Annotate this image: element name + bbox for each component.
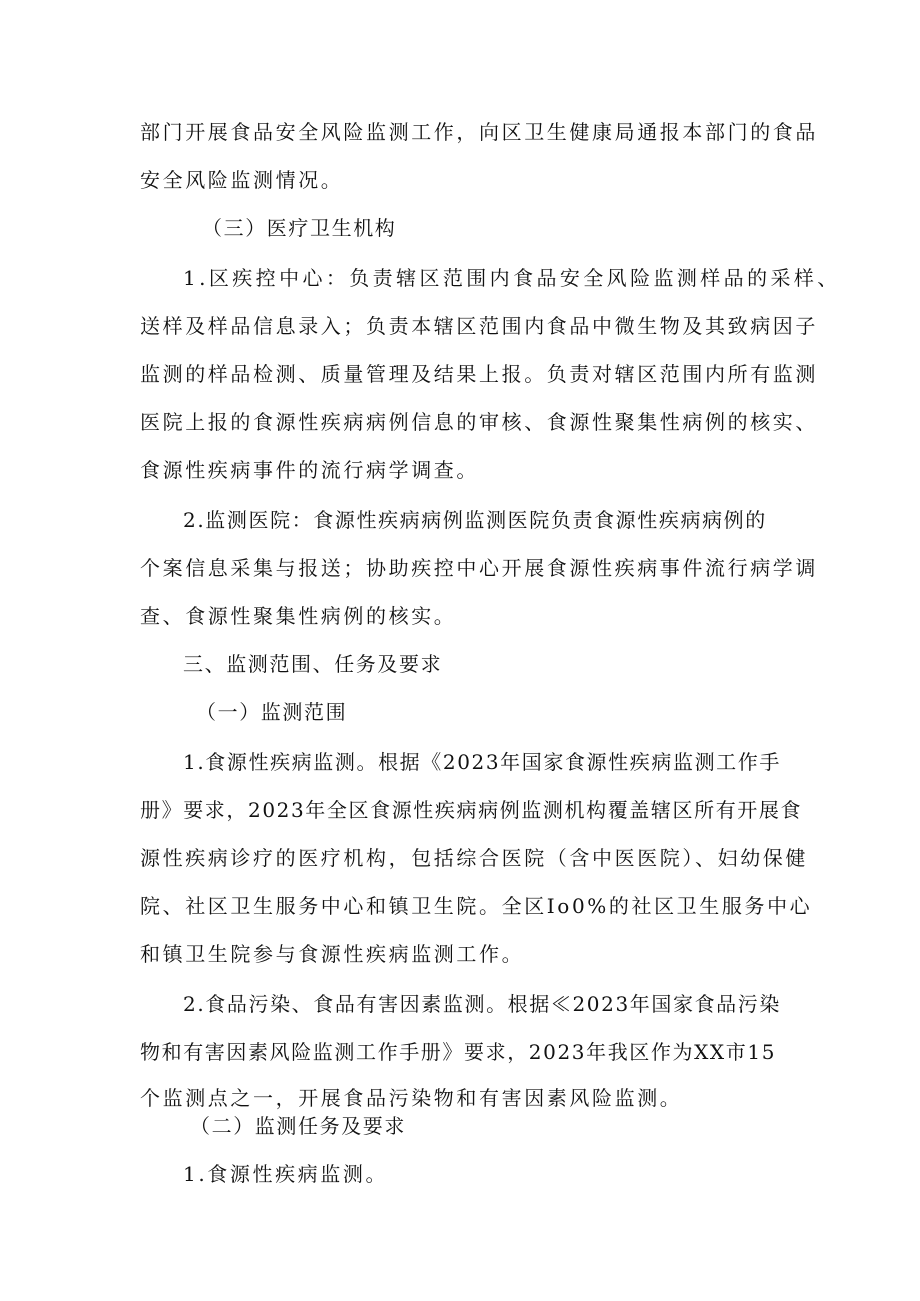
paragraph-line: 物和有害因素风险监测工作手册》要求，2023年我区作为XX市15: [140, 1040, 777, 1064]
paragraph-line: 部门开展食品安全风险监测工作，向区卫生健康局通报本部门的食品: [140, 120, 818, 144]
paragraph-line: 源性疾病诊疗的医疗机构，包括综合医院（含中医医院）、妇幼保健: [140, 846, 808, 870]
paragraph-line: 册》要求，2023年全区食源性疾病病例监测机构覆盖辖区所有开展食: [140, 798, 803, 822]
paragraph-line: 查、食源性聚集性病例的核实。: [140, 604, 457, 628]
section-heading: 三、监测范围、任务及要求: [183, 652, 443, 676]
paragraph-line: 医院上报的食源性疾病病例信息的审核、食源性聚集性病例的核实、: [140, 410, 818, 434]
paragraph-line: 2.食品污染、食品有害因素监测。根据≪2023年国家食品污染: [183, 992, 781, 1016]
paragraph-line: 个监测点之一，开展食品污染物和有害因素风险监测。: [140, 1086, 683, 1110]
paragraph-line: 1.食源性疾病监测。: [183, 1162, 389, 1186]
paragraph-line: 食源性疾病事件的流行病学调查。: [140, 458, 479, 482]
paragraph-line: 1.食源性疾病监测。根据《2023年国家食源性疾病监测工作手: [183, 750, 781, 774]
paragraph-line: 送样及样品信息录入；负责本辖区范围内食品中微生物及其致病因子: [140, 314, 818, 338]
section-heading: （一）监测范围: [196, 700, 348, 724]
paragraph-line: 和镇卫生院参与食源性疾病监测工作。: [140, 942, 525, 966]
section-heading: （三）医疗卫生机构: [202, 216, 397, 240]
paragraph-line: 2.监测医院：食源性疾病病例监测医院负责食源性疾病病例的: [183, 508, 767, 532]
paragraph-line: 个案信息采集与报送；协助疾控中心开展食源性疾病事件流行病学调: [140, 556, 818, 580]
paragraph-line: 监测的样品检测、质量管理及结果上报。负责对辖区范围内所有监测: [140, 362, 818, 386]
paragraph-line: 安全风险监测情况。: [140, 168, 344, 192]
paragraph-line: 院、社区卫生服务中心和镇卫生院。全区Io0%的社区卫生服务中心: [140, 894, 813, 918]
paragraph-line: 1.区疾控中心：负责辖区范围内食品安全风险监测样品的采样、: [183, 266, 841, 290]
section-heading: （二）监测任务及要求: [190, 1114, 406, 1138]
